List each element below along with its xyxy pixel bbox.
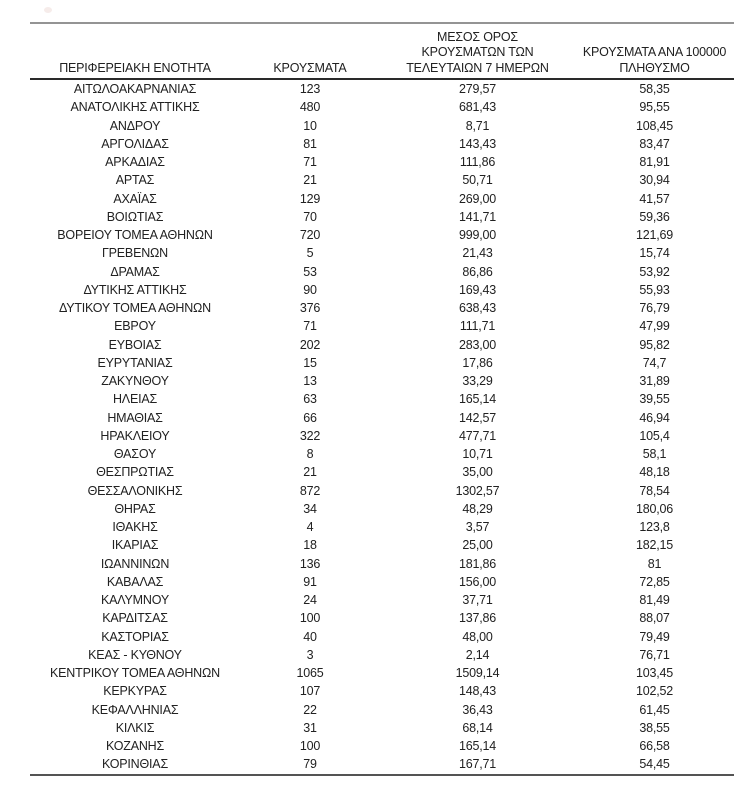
- col-header-region-label: ΠΕΡΙΦΕΡΕΙΑΚΗ ΕΝΟΤΗΤΑ: [59, 60, 211, 75]
- table-row: [30, 281, 734, 299]
- table-row: [30, 153, 734, 171]
- avg-7day-cell: 37,71: [462, 593, 493, 607]
- per-100k-cell: 54,45: [639, 757, 670, 772]
- cases-cell: 66: [303, 410, 317, 425]
- region-name-cell: ΚΙΛΚΙΣ: [115, 720, 155, 735]
- table-row: [30, 336, 734, 354]
- cases-cell: 10: [303, 118, 317, 133]
- table-row: [30, 500, 734, 518]
- avg-7day-cell: 269,00: [458, 191, 497, 206]
- table-row: [30, 701, 734, 719]
- region-name-cell: ΚΑΛΥΜΝΟΥ: [101, 593, 169, 607]
- table-row: [30, 463, 734, 481]
- avg-7day-cell: 111,71: [459, 319, 496, 334]
- col-header-avg-7day-line3: ΤΕΛΕΥΤΑΙΩΝ 7 ΗΜΕΡΩΝ: [406, 60, 549, 75]
- table-body: [30, 80, 734, 776]
- per-100k-cell: 182,15: [635, 538, 674, 553]
- region-name-cell: ΚΟΖΑΝΗΣ: [105, 739, 165, 753]
- avg-7day-cell: 2,14: [465, 647, 490, 662]
- per-100k-cell: 30,94: [639, 173, 670, 188]
- table-row: [30, 409, 734, 427]
- avg-7day-cell: 35,00: [462, 465, 493, 480]
- cases-cell: 53: [303, 264, 317, 279]
- table-row: [30, 682, 734, 700]
- per-100k-cell: 55,93: [639, 282, 670, 297]
- region-name-cell: ΑΧΑΪΑΣ: [113, 191, 157, 206]
- per-100k-cell: 58,35: [639, 82, 670, 96]
- page-smudge-mark: [44, 7, 52, 13]
- per-100k-cell: 39,55: [639, 392, 670, 407]
- cases-cell: 480: [299, 100, 321, 115]
- region-name-cell: ΗΛΕΙΑΣ: [112, 392, 158, 407]
- per-100k-cell: 53,92: [639, 264, 670, 279]
- per-100k-cell: 74,7: [642, 355, 667, 370]
- table-row: [30, 354, 734, 372]
- cases-cell: 107: [299, 684, 321, 699]
- avg-7day-cell: 142,57: [458, 410, 497, 425]
- per-100k-cell: 41,57: [639, 191, 670, 206]
- avg-7day-cell: 25,00: [462, 538, 493, 553]
- cases-cell: 81: [303, 136, 317, 151]
- avg-7day-cell: 86,86: [462, 264, 493, 279]
- avg-7day-cell: 48,00: [462, 629, 493, 644]
- per-100k-cell: 81: [647, 556, 662, 571]
- region-name-cell: ΘΕΣΣΑΛΟΝΙΚΗΣ: [87, 483, 183, 498]
- cases-cell: 3: [306, 647, 314, 662]
- region-name-cell: ΚΕΝΤΡΙΚΟΥ ΤΟΜΕΑ ΑΘΗΝΩΝ: [50, 666, 220, 680]
- per-100k-cell: 102,52: [635, 684, 674, 699]
- region-name-cell: ΙΘΑΚΗΣ: [112, 520, 158, 534]
- cases-cell: 90: [303, 282, 317, 297]
- cases-cell: 4: [306, 520, 314, 534]
- per-100k-cell: 180,06: [635, 501, 674, 516]
- avg-7day-cell: 48,29: [462, 501, 493, 516]
- table-row: [30, 755, 734, 773]
- table-row: [30, 80, 734, 98]
- cases-cell: 720: [299, 228, 321, 242]
- region-name-cell: ΚΑΣΤΟΡΙΑΣ: [101, 629, 169, 644]
- avg-7day-cell: 111,86: [459, 155, 496, 169]
- region-name-cell: ΘΑΣΟΥ: [113, 447, 157, 461]
- cases-cell: 100: [299, 611, 321, 626]
- region-name-cell: ΔΡΑΜΑΣ: [110, 264, 160, 279]
- cases-cell: 872: [299, 483, 321, 498]
- table-row: [30, 591, 734, 609]
- avg-7day-cell: 681,43: [458, 100, 497, 115]
- per-100k-cell: 121,69: [635, 228, 674, 242]
- cases-cell: 63: [303, 392, 317, 407]
- region-name-cell: ΕΥΒΟΙΑΣ: [108, 337, 162, 352]
- col-header-avg-7day-line1: ΜΕΣΟΣ ΟΡΟΣ: [437, 29, 518, 44]
- cases-cell: 40: [303, 629, 317, 644]
- region-name-cell: ΑΙΤΩΛΟΑΚΑΡΝΑΝΙΑΣ: [73, 82, 197, 96]
- col-header-cases: [240, 61, 380, 77]
- avg-7day-cell: 21,43: [462, 246, 493, 261]
- table-row: [30, 573, 734, 591]
- cases-cell: 70: [303, 209, 317, 224]
- region-name-cell: ΗΜΑΘΙΑΣ: [107, 410, 163, 425]
- per-100k-cell: 81,49: [639, 593, 670, 607]
- table-row: [30, 482, 734, 500]
- avg-7day-cell: 148,43: [458, 684, 497, 699]
- avg-7day-cell: 10,71: [462, 447, 493, 461]
- per-100k-cell: 59,36: [639, 209, 670, 224]
- per-100k-cell: 95,82: [639, 337, 670, 352]
- region-name-cell: ΚΑΒΑΛΑΣ: [106, 574, 164, 589]
- avg-7day-cell: 156,00: [458, 574, 497, 589]
- col-header-per-100k: [575, 45, 734, 76]
- regional-cases-table: [30, 22, 734, 776]
- col-header-avg-7day: [380, 30, 575, 77]
- per-100k-cell: 66,58: [639, 739, 670, 753]
- region-name-cell: ΓΡΕΒΕΝΩΝ: [101, 246, 169, 261]
- per-100k-cell: 46,94: [639, 410, 670, 425]
- table-row: [30, 536, 734, 554]
- region-name-cell: ΑΡΓΟΛΙΔΑΣ: [101, 136, 169, 151]
- region-name-cell: ΙΚΑΡΙΑΣ: [111, 538, 159, 553]
- cases-cell: 100: [299, 739, 321, 753]
- cases-cell: 15: [303, 355, 317, 370]
- cases-cell: 71: [303, 319, 317, 334]
- per-100k-cell: 58,1: [642, 447, 667, 461]
- region-name-cell: ΑΝΔΡΟΥ: [109, 118, 161, 133]
- col-header-per-100k-line2: ΠΛΗΘΥΣΜΟ: [619, 60, 690, 75]
- avg-7day-cell: 1302,57: [455, 483, 500, 498]
- region-name-cell: ΘΗΡΑΣ: [114, 501, 156, 516]
- avg-7day-cell: 36,43: [462, 702, 493, 717]
- table-row: [30, 555, 734, 573]
- table-row: [30, 117, 734, 135]
- table-row: [30, 244, 734, 262]
- cases-cell: 24: [303, 593, 317, 607]
- table-row: [30, 719, 734, 737]
- cases-cell: 21: [303, 465, 317, 480]
- region-name-cell: ΘΕΣΠΡΩΤΙΑΣ: [96, 465, 174, 480]
- per-100k-cell: 38,55: [639, 720, 670, 735]
- table-row: [30, 208, 734, 226]
- avg-7day-cell: 638,43: [458, 301, 497, 315]
- region-name-cell: ΔΥΤΙΚΟΥ ΤΟΜΕΑ ΑΘΗΝΩΝ: [58, 301, 212, 315]
- table-row: [30, 609, 734, 627]
- cases-cell: 79: [303, 757, 317, 772]
- table-row: [30, 628, 734, 646]
- region-name-cell: ΒΟΙΩΤΙΑΣ: [106, 209, 164, 224]
- avg-7day-cell: 477,71: [458, 428, 497, 443]
- avg-7day-cell: 279,57: [458, 82, 497, 96]
- avg-7day-cell: 68,14: [462, 720, 493, 735]
- per-100k-cell: 123,8: [639, 520, 670, 534]
- table-row: [30, 737, 734, 755]
- avg-7day-cell: 141,71: [458, 209, 497, 224]
- cases-cell: 136: [299, 556, 321, 571]
- table-row: [30, 518, 734, 536]
- per-100k-cell: 76,71: [639, 647, 670, 662]
- per-100k-cell: 103,45: [635, 666, 674, 680]
- region-name-cell: ΑΡΚΑΔΙΑΣ: [105, 155, 165, 169]
- cases-cell: 71: [303, 155, 317, 169]
- table-header-row: [30, 24, 734, 80]
- region-name-cell: ΚΕΡΚΥΡΑΣ: [103, 684, 167, 699]
- avg-7day-cell: 999,00: [458, 228, 497, 242]
- avg-7day-cell: 8,71: [465, 118, 490, 133]
- per-100k-cell: 81,91: [639, 155, 670, 169]
- region-name-cell: ΚΕΦΑΛΛΗΝΙΑΣ: [91, 702, 179, 717]
- cases-cell: 34: [303, 501, 317, 516]
- table-row: [30, 299, 734, 317]
- region-name-cell: ΖΑΚΥΝΘΟΥ: [101, 374, 169, 388]
- region-name-cell: ΕΒΡΟΥ: [114, 319, 156, 334]
- per-100k-cell: 88,07: [639, 611, 670, 626]
- per-100k-cell: 79,49: [639, 629, 670, 644]
- avg-7day-cell: 167,71: [458, 757, 497, 772]
- cases-cell: 5: [306, 246, 314, 261]
- avg-7day-cell: 50,71: [462, 173, 493, 188]
- region-name-cell: ΚΟΡΙΝΘΙΑΣ: [102, 757, 168, 772]
- region-name-cell: ΔΥΤΙΚΗΣ ΑΤΤΙΚΗΣ: [83, 282, 187, 297]
- table-row: [30, 171, 734, 189]
- table-row: [30, 226, 734, 244]
- per-100k-cell: 83,47: [639, 136, 670, 151]
- cases-cell: 13: [303, 374, 317, 388]
- region-name-cell: ΕΥΡΥΤΑΝΙΑΣ: [97, 355, 173, 370]
- per-100k-cell: 78,54: [639, 483, 670, 498]
- region-name-cell: ΑΡΤΑΣ: [115, 173, 155, 188]
- cases-cell: 21: [303, 173, 317, 188]
- cases-cell: 8: [306, 447, 314, 461]
- cases-cell: 376: [299, 301, 321, 315]
- region-name-cell: ΚΑΡΔΙΤΣΑΣ: [102, 611, 168, 626]
- per-100k-cell: 108,45: [635, 118, 674, 133]
- region-name-cell: ΒΟΡΕΙΟΥ ΤΟΜΕΑ ΑΘΗΝΩΝ: [57, 228, 213, 242]
- cases-cell: 322: [299, 428, 321, 443]
- col-header-region: [30, 61, 240, 77]
- table-row: [30, 98, 734, 116]
- cases-cell: 123: [299, 82, 321, 96]
- cases-cell: 91: [303, 574, 317, 589]
- per-100k-cell: 72,85: [639, 574, 670, 589]
- per-100k-cell: 31,89: [639, 374, 670, 388]
- cases-cell: 129: [299, 191, 321, 206]
- per-100k-cell: 95,55: [639, 100, 670, 115]
- per-100k-cell: 15,74: [639, 246, 670, 261]
- cases-cell: 202: [299, 337, 321, 352]
- table-row: [30, 135, 734, 153]
- table-row: [30, 427, 734, 445]
- cases-cell: 22: [303, 702, 317, 717]
- region-name-cell: ΑΝΑΤΟΛΙΚΗΣ ΑΤΤΙΚΗΣ: [70, 100, 200, 115]
- avg-7day-cell: 137,86: [458, 611, 497, 626]
- avg-7day-cell: 17,86: [462, 355, 493, 370]
- table-row: [30, 372, 734, 390]
- col-header-cases-label: ΚΡΟΥΣΜΑΤΑ: [273, 60, 347, 75]
- avg-7day-cell: 1509,14: [455, 666, 500, 680]
- table-row: [30, 190, 734, 208]
- avg-7day-cell: 143,43: [458, 136, 497, 151]
- table-row: [30, 445, 734, 463]
- cases-cell: 1065: [296, 666, 324, 680]
- avg-7day-cell: 3,57: [465, 520, 490, 534]
- avg-7day-cell: 181,86: [458, 556, 497, 571]
- per-100k-cell: 48,18: [639, 465, 670, 480]
- table-row: [30, 317, 734, 335]
- table-row: [30, 664, 734, 682]
- table-row: [30, 646, 734, 664]
- region-name-cell: ΚΕΑΣ - ΚΥΘΝΟΥ: [88, 647, 182, 662]
- cases-cell: 18: [303, 538, 317, 553]
- col-header-per-100k-line1: ΚΡΟΥΣΜΑΤΑ ΑΝΑ 100000: [582, 45, 727, 59]
- avg-7day-cell: 165,14: [458, 739, 497, 753]
- region-name-cell: ΗΡΑΚΛΕΙΟΥ: [100, 428, 170, 443]
- table-row: [30, 390, 734, 408]
- avg-7day-cell: 283,00: [458, 337, 497, 352]
- table-row: [30, 263, 734, 281]
- avg-7day-cell: 169,43: [458, 282, 497, 297]
- per-100k-cell: 61,45: [639, 702, 670, 717]
- region-name-cell: ΙΩΑΝΝΙΝΩΝ: [100, 556, 170, 571]
- per-100k-cell: 47,99: [639, 319, 670, 334]
- cases-cell: 31: [303, 720, 317, 735]
- per-100k-cell: 76,79: [639, 301, 670, 315]
- per-100k-cell: 105,4: [639, 428, 670, 443]
- avg-7day-cell: 165,14: [458, 392, 497, 407]
- col-header-avg-7day-line2: ΚΡΟΥΣΜΑΤΩΝ ΤΩΝ: [421, 45, 534, 59]
- avg-7day-cell: 33,29: [462, 374, 493, 388]
